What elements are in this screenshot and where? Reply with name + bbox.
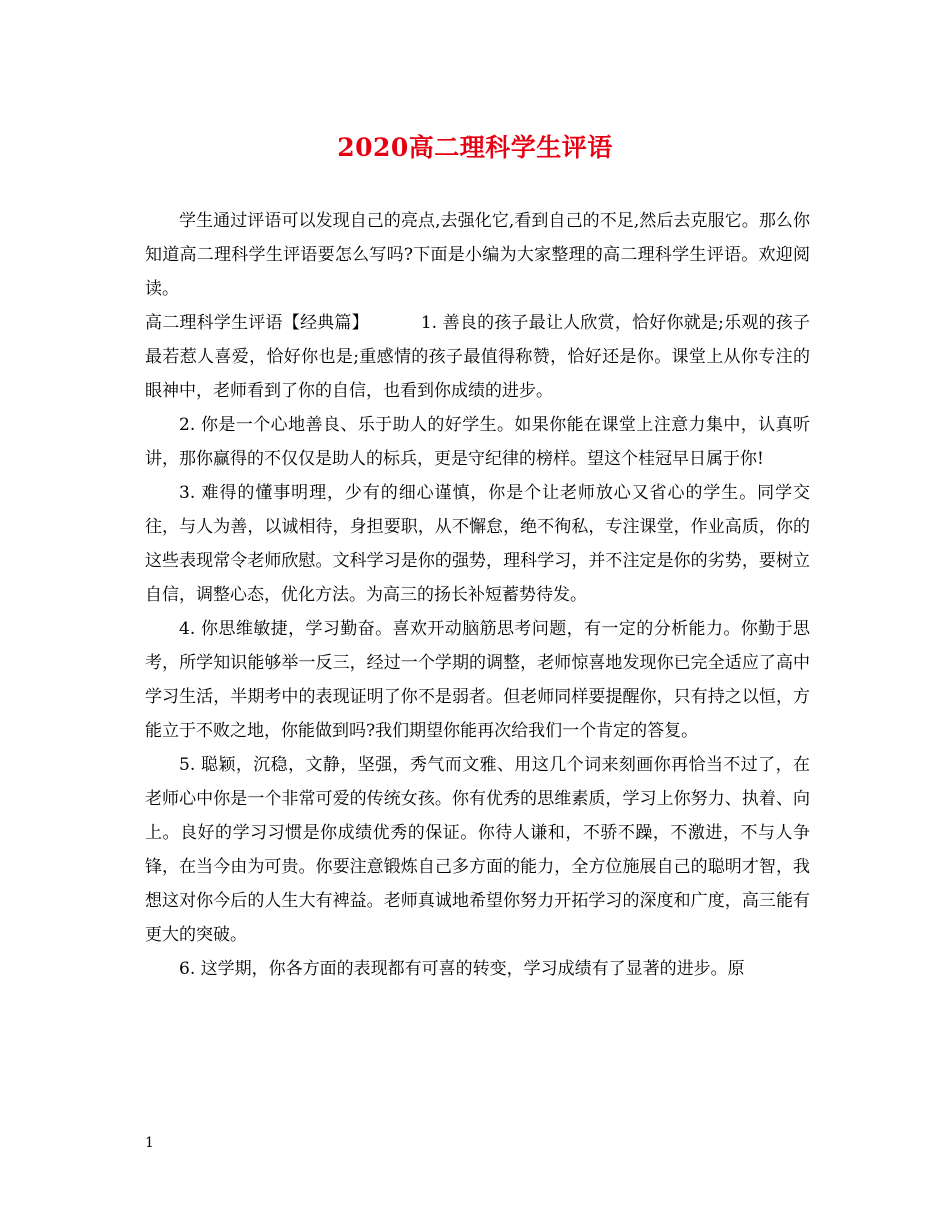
comment-item-1: 1. 善良的孩子最让人欣赏，恰好你就是;乐观的孩子最若惹人喜爱，恰好你也是;重感情的孩子最值得称赞，恰好还是你。课堂上从你专注的眼神中，老师看到了你的自信，也看到你成绩的进步。 [145, 313, 810, 401]
section-paragraph-1 [145, 306, 810, 408]
comment-item-6: 6. 这学期，你各方面的表现都有可喜的转变，学习成绩有了显著的进步。原 [179, 959, 745, 979]
comment-item-4: 4. 你思维敏捷，学习勤奋。喜欢开动脑筋思考问题，有一定的分析能力。你勤于思考，所学知识能够举一反三，经过一个学期的调整，老师惊喜地发现你已完全适应了高中学习生活，半期考中的表现证明了你不是弱者。但老师同样要提醒你，只有持之以恒，方能立于不败之地，你能做到吗?我们期望你能再次给我们一个肯定的答复。 [145, 619, 810, 741]
section-heading: 高二理科学生评语【经典篇】 [145, 313, 369, 333]
comment-item-2: 2. 你是一个心地善良、乐于助人的好学生。如果你能在课堂上注意力集中，认真听讲，那你赢得的不仅仅是助人的标兵，更是守纪律的榜样。望这个桂冠早日属于你! [145, 415, 810, 469]
comment-item-3: 3. 难得的懂事明理，少有的细心谨慎，你是个让老师放心又省心的学生。同学交往，与人为善，以诚相待，身担要职，从不懈怠，绝不徇私，专注课堂，作业高质，你的这些表现常令老师欣慰。文科学习是你的强势，理科学习，并不注定是你的劣势，要树立自信，调整心态，优化方法。为高三的扬长补短蓄势待发。 [145, 483, 810, 605]
page-number: 1 [145, 1135, 154, 1151]
comment-item-5: 5. 聪颖，沉稳，文静，坚强，秀气而文雅、用这几个词来刻画你再恰当不过了，在老师心中你是一个非常可爱的传统女孩。你有优秀的思维素质，学习上你努力、执着、向上。良好的学习习惯是你成绩优秀的保证。你待人谦和，不骄不躁，不激进，不与人争锋，在当今由为可贵。你要注意锻炼自己多方面的能力，全方位施展自己的聪明才智，我想这对你今后的人生大有裨益。老师真诚地希望你努力开拓学习的深度和广度，高三能有更大的突破。 [145, 755, 810, 945]
document-title: 2020高二理科学生评语 [337, 133, 613, 162]
intro-paragraph: 学生通过评语可以发现自己的亮点,去强化它,看到自己的不足,然后去克服它。那么你知道高二理科学生评语要怎么写吗?下面是小编为大家整理的高二理科学生评语。欢迎阅读。 [145, 211, 810, 299]
document-body [145, 204, 810, 986]
